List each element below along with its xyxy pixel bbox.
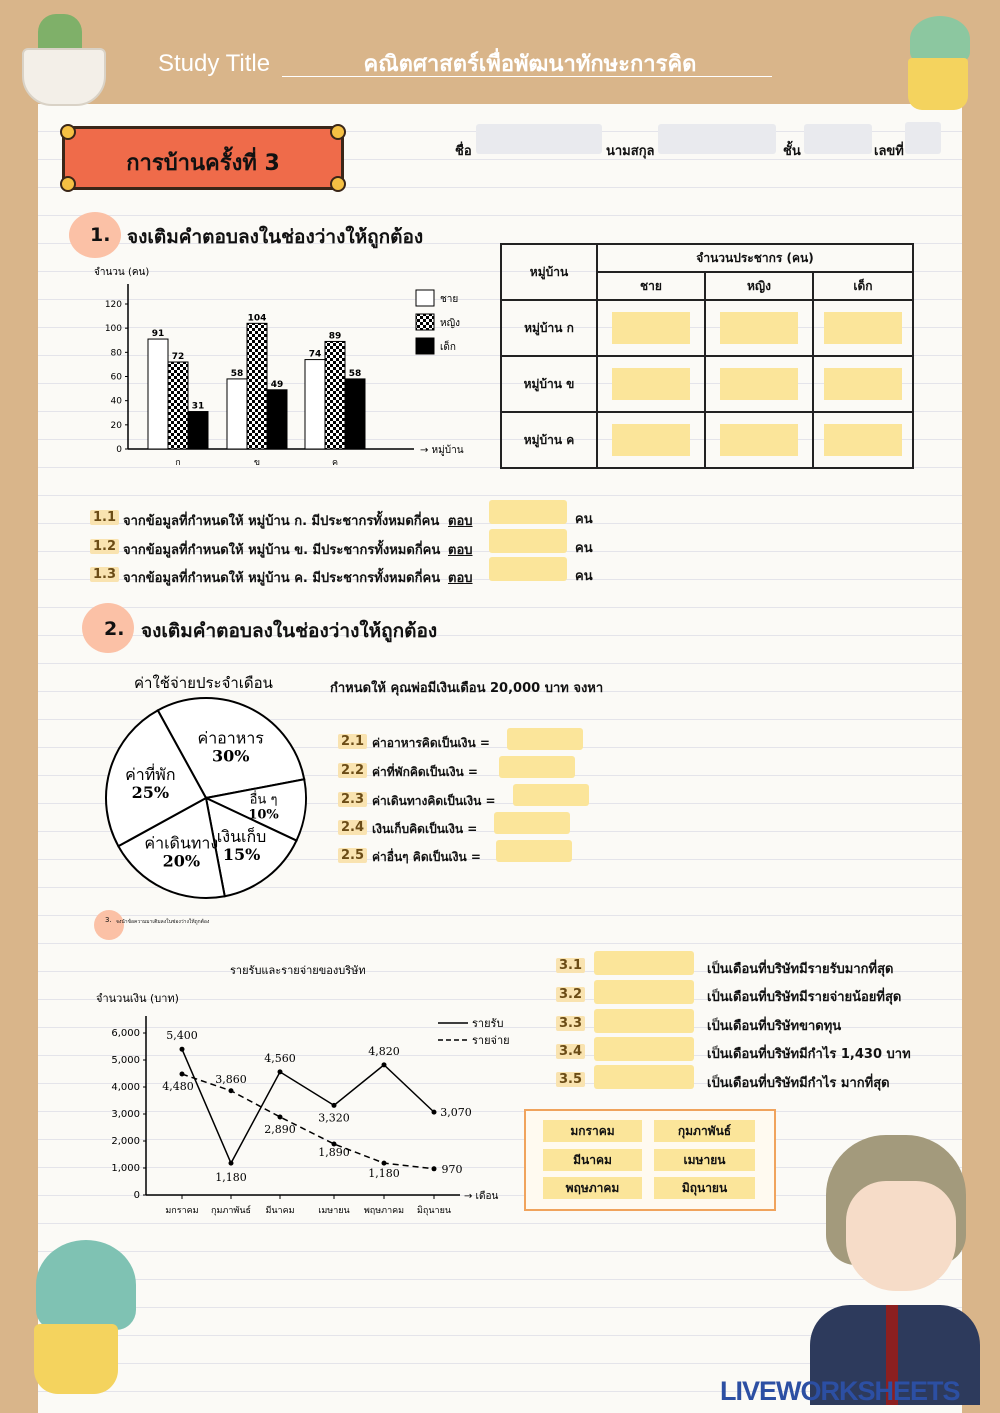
y-tick-label: 5,000 [111, 1055, 140, 1066]
q2-3-text: ค่าเดินทางคิดเป็นเงิน = [372, 794, 496, 808]
bar-value-label: 74 [308, 349, 322, 360]
series-line-income [182, 1049, 434, 1163]
class-input[interactable] [804, 124, 872, 154]
income-expense-line-chart [90, 956, 530, 1224]
study-title: คณิตศาสตร์เพื่อพัฒนาทักษะการคิด [363, 52, 697, 77]
answer-b-child[interactable] [824, 368, 902, 400]
q1-3-unit: คน [575, 569, 593, 584]
table-group-header: จำนวนประชากร (คน) [597, 244, 913, 272]
q3-4-number: 3.4 [556, 1044, 585, 1059]
legend-label: ชาย [440, 294, 459, 305]
name-label: ชื่อ [455, 144, 472, 159]
q3-2-text: เป็นเดือนที่บริษัทมีรายจ่ายน้อยที่สุด [707, 990, 902, 1005]
data-label: 3,320 [318, 1111, 350, 1125]
legend-swatch [416, 338, 434, 354]
q3-2-number: 3.2 [556, 987, 585, 1002]
bar [267, 390, 287, 449]
q3-4-text: เป็นเดือนที่บริษัทมีกำไร 1,430 บาท [707, 1047, 911, 1062]
q1-2-number: 1.2 [90, 539, 119, 554]
q3-5-text: เป็นเดือนที่บริษัทมีกำไร มากที่สุด [707, 1076, 890, 1091]
data-point [432, 1110, 437, 1115]
data-label: 1,180 [368, 1167, 400, 1181]
section2-given: กำหนดให้ คุณพ่อมีเงินเดือน 20,000 บาท จงหา [330, 681, 604, 696]
q2-2-text: ค่าที่พักคิดเป็นเงิน = [372, 765, 478, 779]
surname-label: นามสกุล [606, 144, 655, 159]
legend-label: หญิง [440, 318, 460, 329]
q2-4-answer-input[interactable] [494, 812, 570, 834]
q2-5-text: ค่าอื่นๆ คิดเป็นเงิน = [372, 850, 481, 864]
section2-instruction: จงเติมคำตอบลงในช่องว่างให้ถูกต้อง [141, 620, 438, 642]
q3-1-number: 3.1 [556, 958, 585, 973]
q2-3-number: 2.3 [338, 792, 367, 807]
x-tick-label: กุมภาพันธ์ [211, 1206, 251, 1216]
answer-b-female[interactable] [720, 368, 798, 400]
bar-value-label: 89 [328, 331, 342, 342]
data-label: 3,860 [215, 1072, 247, 1086]
q3-5-number: 3.5 [556, 1072, 585, 1087]
section3-number: 3. [105, 916, 112, 924]
number-input[interactable] [905, 122, 941, 154]
x-axis-label: → เดือน [464, 1191, 499, 1202]
option-february[interactable]: กุมภาพันธ์ [654, 1120, 755, 1142]
q3-3-answer-input[interactable] [594, 1009, 694, 1033]
name-input[interactable] [476, 124, 602, 154]
pie-slice-label: อื่น ๆ [249, 792, 278, 808]
option-may[interactable]: พฤษภาคม [543, 1177, 642, 1199]
q1-3-answer-label: ตอบ [448, 571, 473, 586]
bar-value-label: 104 [247, 313, 267, 324]
legend-label: รายจ่าย [472, 1034, 510, 1047]
pie-slice-percent: 30% [211, 746, 250, 766]
data-point [180, 1047, 185, 1052]
data-label: 1,180 [215, 1171, 247, 1185]
data-label: 4,560 [264, 1051, 296, 1065]
q1-1-answer-input[interactable] [489, 500, 567, 524]
data-label: 4,480 [162, 1080, 194, 1094]
section2-number: 2. [104, 618, 125, 640]
table-corner-header: หมู่บ้าน [501, 244, 597, 300]
row-header-village-c: หมู่บ้าน ค [501, 412, 597, 468]
answer-a-female[interactable] [720, 312, 798, 344]
data-label: 4,820 [368, 1044, 400, 1058]
pie-slice-percent: 25% [131, 782, 170, 802]
q1-2-text: จากข้อมูลที่กำหนดให้ หมู่บ้าน ข. มีประชากรทั้งหมดกี่คน [123, 543, 441, 558]
succulent-decoration-top-right [900, 12, 980, 112]
bar-value-label: 31 [191, 401, 205, 412]
bar-value-label: 58 [348, 368, 362, 379]
data-point [382, 1161, 387, 1166]
bar [305, 360, 325, 449]
population-bar-chart [84, 262, 474, 472]
q1-2-unit: คน [575, 541, 593, 556]
y-tick-label: 20 [110, 420, 122, 431]
q3-1-answer-input[interactable] [594, 951, 694, 975]
population-table [500, 243, 914, 469]
bar-value-label: 49 [270, 379, 284, 390]
q2-1-text: ค่าอาหารคิดเป็นเงิน = [372, 736, 490, 750]
option-april[interactable]: เมษายน [654, 1149, 755, 1171]
section1-number: 1. [90, 224, 111, 246]
data-point [278, 1069, 283, 1074]
x-tick-label: เมษายน [318, 1206, 350, 1216]
q3-2-answer-input[interactable] [594, 980, 694, 1004]
cactus-decoration-top-left [14, 6, 104, 106]
q2-5-number: 2.5 [338, 848, 367, 863]
chart-title: ค่าใช้จ่ายประจำเดือน [134, 674, 273, 692]
q2-1-answer-input[interactable] [507, 728, 583, 750]
pie-slice-percent: 20% [162, 851, 201, 871]
row-header-village-b: หมู่บ้าน ข [501, 356, 597, 412]
succulent-decoration-bottom-left [24, 1240, 144, 1400]
legend-label: เด็ก [440, 342, 456, 353]
pie-slice-label: ค่าอาหาร [197, 728, 264, 748]
liveworksheets-watermark: LIVEWORKSHEETS [720, 1376, 960, 1406]
data-label: 1,890 [318, 1145, 350, 1159]
x-tick-label: พฤษภาคม [363, 1206, 405, 1216]
y-tick-label: 1,000 [111, 1163, 140, 1174]
q1-3-answer-input[interactable] [489, 557, 567, 581]
data-point [229, 1161, 234, 1166]
bar-value-label: 58 [230, 368, 244, 379]
y-tick-label: 3,000 [111, 1109, 140, 1120]
y-axis-label: จำนวนเงิน (บาท) [96, 992, 179, 1005]
pie-slice-label: ค่าที่พัก [125, 764, 176, 784]
q1-1-answer-label: ตอบ [448, 514, 473, 529]
q1-2-answer-input[interactable] [489, 529, 567, 553]
bar [148, 339, 168, 449]
row-header-village-a: หมู่บ้าน ก [501, 300, 597, 356]
answer-c-female[interactable] [720, 424, 798, 456]
bar-value-label: 72 [171, 352, 185, 362]
col-header-female: หญิง [705, 272, 813, 300]
data-label: 2,890 [264, 1122, 296, 1136]
bar [188, 412, 208, 449]
q3-3-text: เป็นเดือนที่บริษัทขาดทุน [707, 1019, 842, 1034]
chart-title: รายรับและรายจ่ายของบริษัท [230, 964, 366, 977]
legend-swatch [416, 314, 434, 330]
pie-slice-label: ค่าเดินทาง [144, 833, 219, 853]
q2-2-number: 2.2 [338, 763, 367, 778]
data-point [180, 1072, 185, 1077]
answer-b-male[interactable] [612, 368, 690, 400]
answer-a-male[interactable] [612, 312, 690, 344]
q2-5-answer-input[interactable] [496, 840, 572, 862]
y-tick-label: 80 [110, 348, 122, 359]
y-tick-label: 6,000 [111, 1028, 140, 1039]
q3-3-number: 3.3 [556, 1016, 585, 1031]
homework-badge [62, 126, 344, 190]
q1-3-number: 1.3 [90, 567, 119, 582]
col-header-male: ชาย [597, 272, 705, 300]
q1-3-text: จากข้อมูลที่กำหนดให้ หมู่บ้าน ค. มีประชากรทั้งหมดกี่คน [123, 571, 441, 586]
option-january[interactable]: มกราคม [543, 1120, 642, 1142]
bar [345, 379, 365, 449]
x-tick-label: มิถุนายน [416, 1206, 452, 1216]
q2-2-answer-input[interactable] [499, 756, 575, 778]
x-tick-label: ก [175, 458, 181, 468]
y-tick-label: 40 [110, 396, 122, 407]
y-tick-label: 4,000 [111, 1082, 140, 1093]
q3-5-answer-input[interactable] [594, 1065, 694, 1089]
y-tick-label: 120 [104, 300, 122, 310]
y-axis-label: จำนวน (คน) [94, 267, 150, 278]
bar [325, 341, 345, 449]
y-tick-label: 60 [110, 372, 122, 383]
study-title-label: Study Title [158, 50, 271, 77]
bar [168, 362, 188, 449]
legend-label: รายรับ [472, 1017, 504, 1030]
bar [227, 379, 247, 449]
legend-swatch [416, 290, 434, 306]
q2-4-number: 2.4 [338, 820, 367, 835]
q2-1-number: 2.1 [338, 734, 367, 749]
section3-instruction: จงนำข้อความมาเติมลงในช่องว่างให้ถูกต้อง [116, 919, 210, 925]
pie-slice-percent: 15% [222, 844, 261, 864]
x-tick-label: มกราคม [165, 1206, 199, 1216]
y-tick-label: 0 [133, 1190, 140, 1201]
x-axis-label: → หมู่บ้าน [420, 445, 464, 456]
y-tick-label: 100 [104, 324, 122, 335]
y-tick-label: 2,000 [111, 1136, 140, 1147]
y-tick-label: 0 [116, 445, 122, 455]
option-march[interactable]: มีนาคม [543, 1149, 642, 1171]
number-label: เลขที่ [874, 144, 904, 159]
series-line-expense [182, 1074, 434, 1169]
q2-4-text: เงินเก็บคิดเป็นเงิน = [372, 822, 478, 836]
class-label: ชั้น [783, 144, 801, 159]
answer-c-child[interactable] [824, 424, 902, 456]
homework-title: การบ้านครั้งที่ 3 [126, 151, 280, 176]
pie-slice-label: เงินเก็บ [216, 826, 267, 846]
bar-value-label: 91 [151, 329, 165, 340]
pie-slice-percent: 10% [248, 807, 279, 823]
answer-a-child[interactable] [824, 312, 902, 344]
q1-1-number: 1.1 [90, 510, 119, 525]
data-label: 970 [441, 1162, 463, 1176]
data-point [278, 1114, 283, 1119]
data-point [382, 1062, 387, 1067]
expense-pie-chart [96, 666, 318, 900]
col-header-child: เด็ก [813, 272, 913, 300]
q1-1-text: จากข้อมูลที่กำหนดให้ หมู่บ้าน ก. มีประชากรทั้งหมดกี่คน [123, 514, 440, 529]
data-label: 3,070 [440, 1106, 472, 1120]
data-point [229, 1088, 234, 1093]
bar [247, 323, 267, 449]
q3-1-text: เป็นเดือนที่บริษัทมีรายรับมากที่สุด [707, 962, 894, 977]
x-tick-label: ค [331, 458, 339, 468]
data-label: 5,400 [166, 1029, 198, 1043]
option-june[interactable]: มิถุนายน [654, 1177, 755, 1199]
q3-4-answer-input[interactable] [594, 1037, 694, 1061]
q1-2-answer-label: ตอบ [448, 543, 473, 558]
q2-3-answer-input[interactable] [513, 784, 589, 806]
teacher-illustration [780, 1135, 980, 1405]
x-tick-label: ข [253, 458, 261, 468]
x-tick-label: มีนาคม [265, 1206, 295, 1216]
data-point [432, 1166, 437, 1171]
surname-input[interactable] [658, 124, 776, 154]
q1-1-unit: คน [575, 512, 593, 527]
data-point [332, 1103, 337, 1108]
answer-c-male[interactable] [612, 424, 690, 456]
section1-instruction: จงเติมคำตอบลงในช่องว่างให้ถูกต้อง [127, 226, 424, 248]
